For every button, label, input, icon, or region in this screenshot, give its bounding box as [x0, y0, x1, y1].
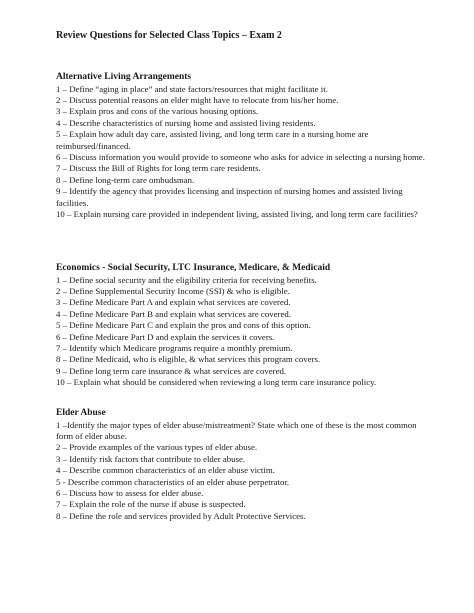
- question-item: 3 – Define Medicare Part A and explain what services are covered.: [56, 297, 291, 308]
- question-item: 8 – Define long-term care ombudsman.: [56, 174, 195, 185]
- question-item: 7 – Explain the role of the nurse if abuse is suspected.: [56, 499, 246, 510]
- question-item: 8 – Define the role and services provided by Adult Protective Services.: [56, 510, 306, 521]
- question-item: 10 – Explain what should be considered when reviewing a long term care insurance policy.: [56, 377, 377, 388]
- question-item: 4 – Describe characteristics of nursing home and assisted living residents.: [56, 117, 316, 128]
- question-item: 9 – Define long term care insurance & what services are covered.: [56, 365, 287, 376]
- section-economics: [56, 263, 426, 389]
- question-item: 2 – Define Supplemental Security Income (SSI) & who is eligible.: [56, 285, 290, 296]
- question-item: 9 – Identify the agency that provides licensing and inspection of nursing homes and assisted living facilities.: [56, 186, 403, 208]
- section-heading: Alternative Living Arrangements: [56, 72, 192, 82]
- question-item: 1 – Define “aging in place” and state factors/resources that might facilitate it.: [56, 83, 328, 94]
- question-item: 8 – Define Medicaid, who is eligible, & what services this program covers.: [56, 354, 321, 365]
- question-item: 4 – Define Medicare Part B and explain what services are covered.: [56, 308, 291, 319]
- question-item: 5 – Explain how adult day care, assisted living, and long term care in a nursing home are reimbursed/financed.: [56, 129, 369, 151]
- question-item: 7 – Discuss the Bill of Rights for long term care residents.: [56, 163, 261, 174]
- section-alternative-living: [56, 72, 426, 220]
- section-elder-abuse: [56, 408, 426, 522]
- question-item: 3 – Identify risk factors that contribute to elder abuse.: [56, 453, 246, 464]
- question-item: 1 – Define social security and the eligibility criteria for receiving benefits.: [56, 274, 317, 285]
- question-item: 5 – Define Medicare Part C and explain the pros and cons of this option.: [56, 320, 311, 331]
- section-heading: Elder Abuse: [56, 408, 106, 418]
- question-item: 6 – Define Medicare Part D and explain the services it covers.: [56, 331, 275, 342]
- question-item: 2 – Discuss potential reasons an elder might have to relocate from his/her home.: [56, 94, 339, 105]
- question-item: 3 – Explain pros and cons of the various housing options.: [56, 106, 259, 117]
- question-item: 2 – Provide examples of the various types of elder abuse.: [56, 442, 258, 453]
- question-item: 7 – Identify which Medicare programs require a monthly premium.: [56, 342, 293, 353]
- question-item: 4 – Describe common characteristics of an elder abuse victim.: [56, 465, 275, 476]
- document-page: [56, 30, 426, 521]
- section-heading: Economics - Social Security, LTC Insurance, Medicare, & Medicaid: [56, 263, 331, 273]
- question-item: 6 – Discuss how to assess for elder abuse.: [56, 487, 204, 498]
- question-item: 6 – Discuss information you would provide to someone who asks for advice in selecting a nursing home.: [56, 151, 425, 162]
- question-item: 1 –Identify the major types of elder abuse/mistreatment? State which one of these is the most common form of elder abuse.: [56, 419, 417, 441]
- question-item: 10 – Explain nursing care provided in independent living, assisted living, and long term care facilities?: [56, 208, 418, 219]
- question-item: 5 - Describe common characteristics of an elder abuse perpetrator.: [56, 476, 290, 487]
- document-title: Review Questions for Selected Class Topics – Exam 2: [56, 30, 282, 41]
